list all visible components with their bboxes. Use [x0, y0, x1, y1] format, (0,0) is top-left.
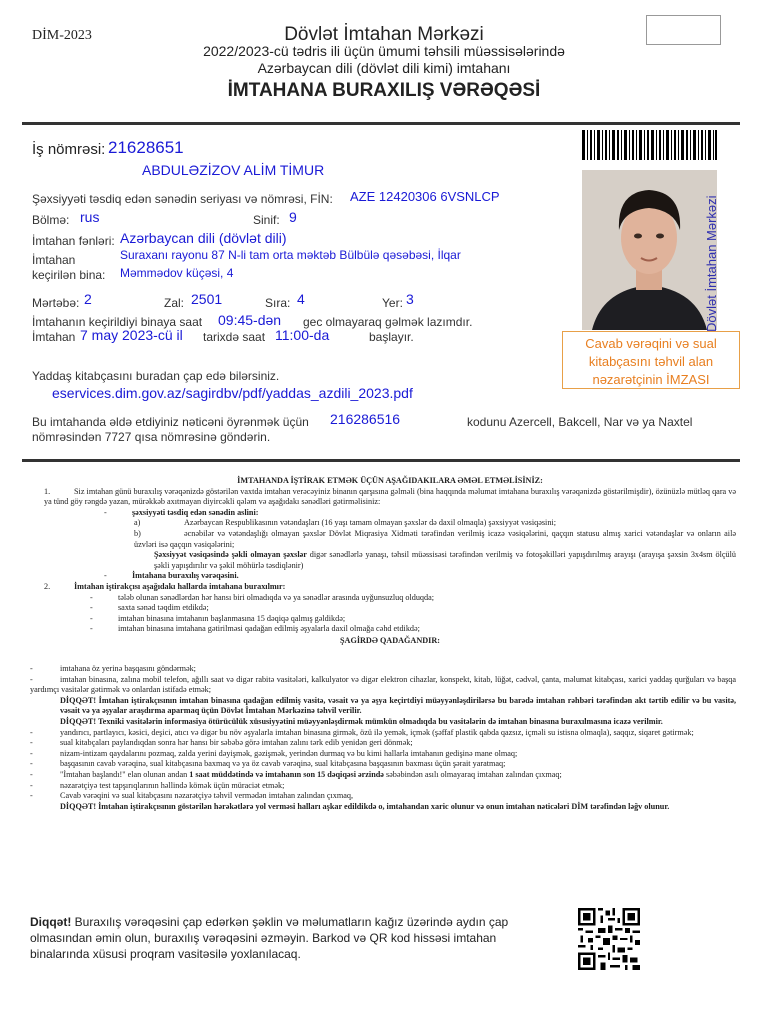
rule-2-item-text: imtahan binasına imtahanın başlanmasına 15 dəqiqə qalmış gəldikdə; [118, 613, 346, 623]
photo-stamp: Dövlət İmtahan Mərkəzi [704, 195, 719, 332]
result-text-3: nömrəsindən 7727 qısa nömrəsinə göndərin. [32, 430, 271, 444]
forbidden-item-text: yandırıcı, partlayıcı, kəsici, deşici, atıcı və digər bu növ əşyalarla imtahan binasına girmək, özü ilə yemək, içmək (şəffaf plastik qabda qazsız, içməli su istisna olmaqla), saqqız, siqaret gətirmək; [60, 727, 694, 737]
memo-text: Yaddaş kitabçasını buradan çap edə bilərsiniz. [32, 369, 280, 383]
notice-bold: Diqqət! [30, 915, 72, 929]
dash: - [30, 748, 33, 758]
forbidden-item-text: səbəbindən asılı olmayaraq imtahan zalından çıxmaq; [385, 769, 562, 779]
rule-1-pass-text: İmtahana buraxılış vərəqəsini. [132, 571, 239, 581]
dash: - [30, 738, 33, 748]
rule-1-photo-head: Şəxsiyyət vəsiqəsində şəkli olmayan şəxslər [154, 550, 307, 560]
rules-heading: İMTAHANDA İŞTİRAK ETMƏK ÜÇÜN AŞAĞIDAKILARA ƏMƏL ETMƏLİSİNİZ: [237, 476, 543, 485]
rule-1-a-b-mark: b) [134, 528, 141, 538]
forbidden-item [30, 759, 736, 770]
forbidden-item-text: "İmtahan başlandı!" elan olunan andan [60, 769, 188, 779]
dash: - [104, 507, 107, 517]
forbidden-item [30, 749, 736, 760]
student-photo [582, 170, 717, 330]
class-label: Sinif: [253, 213, 280, 227]
forbidden-item-text: Cavab vərəqini və sual kitabçasını nəzarətçiyə təhvil vermədən imtahan zalından çıxmaq, [60, 791, 354, 801]
forbidden-item [30, 728, 736, 739]
exam-date: 7 may 2023-cü il [80, 327, 183, 343]
forbidden-item-text: imtahana öz yerinə başqasını göndərmək; [60, 664, 196, 673]
rule-1-a-a [44, 518, 736, 529]
subjects-value: Azərbaycan dili (dövlət dili) [120, 230, 287, 246]
dash: - [30, 780, 33, 790]
forbidden-heading: ŞAGİRDƏ QADAĞANDIR: [340, 635, 440, 645]
rule-1-photo-text: digər sənədlərlə yanaşı, təhsil müəssisəsi tərəfindən verilmiş və fotoşəkilləri yapışdırılmış arayışı (arayışa şəxsin 3x4sm ölçülü şəkli yapışdırılır və şəkil möhürlə təsdiqlənir) [154, 550, 736, 570]
rule-2-item-text: imtahan binasına imtahana gətirilməsi qadağan edilmiş əşyalarla daxil olmağa cəhd etdikdə; [118, 624, 420, 634]
result-text-2: kodunu Azercell, Bakcell, Nar və ya Naxtel [467, 415, 693, 429]
rule-1-a-head: şəxsiyyəti təsdiq edən sənədin aslini: [132, 507, 259, 517]
forbidden-item [30, 675, 736, 696]
forbidden-item-text: nizam-intizam qaydalarını pozmaq, zalda yerini dəyişmək, gəzişmək, yerindən durmaq və bu kimi hallarla imtahanın gedişinə mane olmaq; [60, 748, 518, 758]
job-number: 21628651 [108, 138, 184, 157]
rule-2-item [44, 603, 736, 614]
forbidden-section [30, 664, 736, 812]
dash: - [90, 613, 93, 623]
rule-2-num: 2. [44, 581, 51, 591]
rule-1 [44, 487, 736, 508]
building-value-2: Məmmədov küçəsi, 4 [120, 266, 234, 280]
hall-label: Zal: [164, 296, 185, 310]
dash: - [30, 791, 33, 801]
rule-1-a-a-text: Azərbaycan Respublikasının vətəndaşları (16 yaşı tamam olmayan şəxslər də daxil olmaqla) şəxsiyyət vəsiqəsini; [184, 518, 556, 528]
arrive-text-1: İmtahanın keçirildiyi binaya saat [32, 315, 203, 329]
id-value: AZE 12420306 6VSNLCP [350, 189, 500, 204]
rules-section [44, 476, 736, 647]
section-label: Bölmə: [32, 213, 70, 227]
dash: - [30, 664, 33, 673]
signature-box: Cavab vərəqini və sual kitabçasını təhvil alan nəzarətçinin İMZASI [562, 331, 740, 389]
exam-label: İmtahan [32, 330, 76, 344]
hall-value: 2501 [191, 291, 223, 307]
rule-2-item-text: tələb olunan sənədlərdən hər hansı biri olmadıqda və ya sənədlər arasında uyğunsuzluq olduqda; [118, 592, 435, 602]
job-label: İş nömrəsi: [32, 141, 106, 158]
warning-3: DİQQƏT! İmtahan iştirakçısının göstərilən hərəkətlərə yol verməsi halları aşkar edildikdə o, imtahandan xaric olunur və onun imtahan nəticələri DİM tərəfindən ləğv olunur. [60, 801, 670, 811]
forbidden-item [30, 770, 736, 781]
print-notice [30, 914, 540, 962]
org-name: Dövlət İmtahan Mərkəzi [284, 24, 484, 45]
rule-1-a-a-mark: a) [134, 518, 141, 528]
rule-2-item [44, 593, 736, 604]
rule-2-item-text: saxta sənəd təqdim etdikdə; [118, 603, 209, 613]
subtitle-1: 2022/2023-cü tədris ili üçün ümumi təhsili müəssisələrində [203, 43, 565, 59]
result-text-1: Bu imtahanda əldə etdiyiniz nəticəni öyrənmək üçün [32, 415, 309, 429]
forbidden-item [30, 664, 736, 675]
building-value-1: Suraxanı rayonu 87 N-li tam orta məktəb Bülbülə qəsəbəsi, İlqar [120, 248, 461, 262]
seat-label: Yer: [382, 296, 403, 310]
rule-2-head: İmtahan iştirakçısı aşağıdakı hallarda imtahana buraxılmır: [74, 581, 286, 591]
rule-1-pass [44, 571, 736, 582]
forbidden-item-text: imtahan binasına, zalına mobil telefon, ağıllı saat və digər rabitə vasitələri, kalkulyator və digər elektron cihazlar, konspekt, kitab, lüğət, cədvəl, çanta, məlumat kitabçası, xarici yaddaş qurğuları və başqa yardımçı vasitələr gətirmək və onlardan istifadə etmək; [30, 674, 736, 695]
forbidden-item-bold: 1 saat müddətində və imtahanın son 15 dəqiqəsi ərzində [189, 769, 384, 779]
divider-mid [22, 459, 740, 462]
rule-2 [44, 582, 736, 593]
warning-1: DİQQƏT! İmtahan iştirakçısının imtahan binasına qadağan edilmiş vasitə, vəsait və ya əşya keçirtdiyi müəyyənləşdirilərsə bu barədə imtahan rəhbəri tərəfindən akt tərtib edilir və bu vasitə, vəsait və ya əşyalar araşdırma aparmaq üçün Dövlət İmtahan Mərkəzinə təhvil verilir. [60, 695, 736, 716]
forbidden-item-text: başqasının cavab vərəqinə, sual kitabçasına baxmaq və ya öz cavab vərəqinə, sual kitabçasına başqasının baxması üçün şərait yaratmaq; [60, 759, 506, 769]
qr-code-icon [578, 908, 640, 970]
rule-2-item [44, 614, 736, 625]
doc-code: DİM-2023 [32, 28, 92, 43]
arrive-text-2: gec olmayaraq gəlmək lazımdır. [303, 315, 473, 329]
rule-1-photo [44, 550, 736, 571]
forbidden-item [30, 781, 736, 792]
page-title: İMTAHANA BURAXILIŞ VƏRƏQƏSİ [227, 80, 541, 101]
seat-value: 3 [406, 291, 414, 307]
dash: - [90, 603, 93, 613]
exam-time: 11:00-da [275, 327, 330, 343]
barcode-icon [582, 130, 717, 160]
rule-2-item [44, 624, 736, 635]
dash: - [30, 727, 33, 737]
warning-2: DİQQƏT! Texniki vasitələrin informasiya ötürücülük xüsusiyyətini müəyyənləşdirmək mümkün olmadıqda bu vasitələrin də imtahan binasına buraxılmasına icazə verilmir. [60, 716, 663, 726]
memo-link[interactable]: eservices.dim.gov.az/sagirdbv/pdf/yaddas_azdili_2023.pdf [52, 385, 413, 401]
building-label-2: keçirilən bina: [32, 268, 106, 282]
dash: - [30, 674, 33, 684]
result-code: 216286516 [330, 411, 401, 427]
dash: - [104, 571, 107, 581]
forbidden-item [30, 738, 736, 749]
exam-text: tarixdə saat [203, 330, 266, 344]
row-value: 4 [297, 291, 305, 307]
forbidden-item [30, 791, 736, 802]
subjects-label: İmtahan fənləri: [32, 234, 115, 248]
forbidden-item-text: nəzarətçiyə test tapşırıqlarının həllində kömək üçün müraciət etmək; [60, 780, 285, 790]
exam-start: başlayır. [369, 330, 414, 344]
subtitle-2: Azərbaycan dili (dövlət dili kimi) imtahanı [257, 60, 511, 76]
id-label: Şəxsiyyəti təsdiq edən sənədin seriyası və nömrəsi, FİN: [32, 192, 333, 206]
building-label-1: İmtahan [32, 253, 76, 267]
corner-box [646, 15, 721, 45]
rule-1-num: 1. [44, 486, 51, 496]
rule-1-a-b-text: əcnəbilər və vətəndaşlığı olmayan şəxslər Dövlət Miqrasiya Xidməti tərəfindən verilmiş icazə vəsiqələrini, qaçqın statusu almış xarici vətəndaşlar və onların ailə üzvləri isə qaçqın vəsiqələrini; [134, 528, 736, 549]
rule-1-a-b [44, 529, 736, 550]
dash: - [90, 624, 93, 634]
notice-text: Buraxılış vərəqəsini çap edərkən şəklin və məlumatların kağız üzərində aydın çap olmasından əmin olun, buraxılış vərəqəsini əzməyin. Barkod və QR kod hissəsi imtahan binalarında xüsusi proqram vasitəsilə yoxlanılacaq. [30, 915, 509, 961]
student-name: ABDULƏZİZOV ALİM TİMUR [142, 162, 325, 178]
portrait-image [582, 170, 717, 330]
dash: - [30, 759, 33, 769]
arrive-time: 09:45-dən [218, 312, 282, 328]
rule-1-a [44, 508, 736, 519]
section-value: rus [80, 209, 100, 225]
class-value: 9 [289, 209, 297, 225]
forbidden-item-text: sual kitabçaları paylandıqdan sonra hər hansı bir səbəbə görə imtahan zalını tərk edib yenidən geri dönmək; [60, 738, 413, 748]
row-label: Sıra: [265, 296, 291, 310]
rule-1-text: Siz imtahan günü buraxılış vərəqənizdə göstərilən vaxtda imtahan verəcəyiniz binanın qarşısına gəlməli (bina haqqında məlumat imtahana buraxılış vərəqənizdə göstərilmişdir), özünüzlə mütləq qara və ya tünd göy rəngdə yazan, mürəkkəb axıtmayan diyircəkli qələm və aşağıdakı sənədləri gətirməlisiniz: [44, 486, 736, 507]
floor-label: Mərtəbə: [32, 296, 80, 310]
dash: - [30, 769, 33, 779]
dash: - [90, 592, 93, 602]
divider-top [22, 122, 740, 125]
floor-value: 2 [84, 291, 92, 307]
